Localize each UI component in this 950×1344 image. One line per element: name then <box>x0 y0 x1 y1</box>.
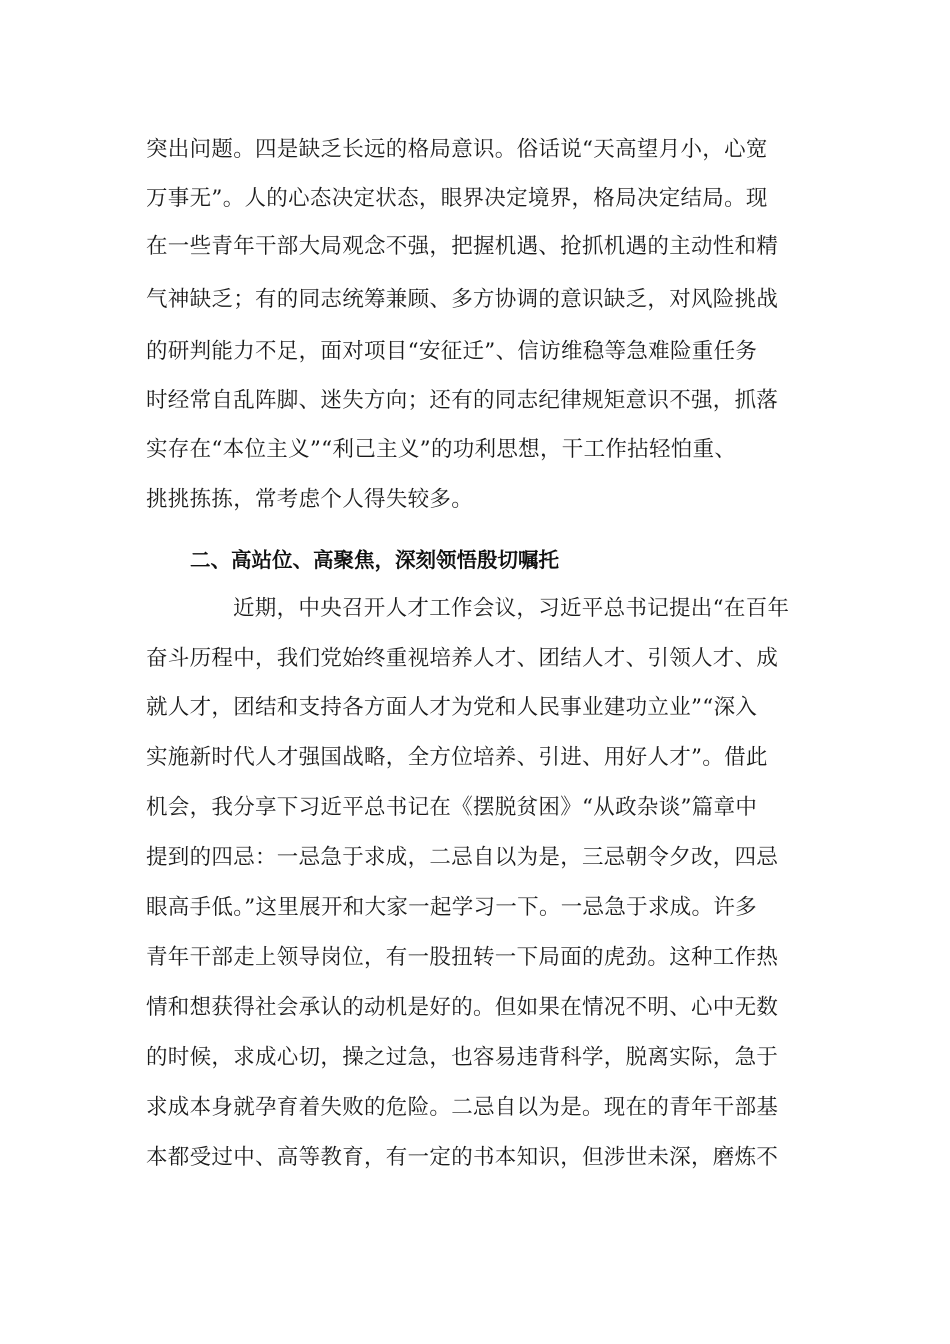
body-text-line: 在一些青年干部大局观念不强，把握机遇、抢抓机遇的主动性和精 <box>146 234 779 259</box>
body-text-line: 眼高手低。”这里展开和大家一起学习一下。一忌急于求成。许多 <box>146 895 757 920</box>
body-text-line: 万事无”。人的心态决定状态，眼界决定境界，格局决定结局。现 <box>146 186 768 211</box>
body-text-line: 挑挑拣拣，常考虑个人得失较多。 <box>146 487 474 512</box>
body-text-line: 时经常自乱阵脚、迷失方向；还有的同志纪律规矩意识不强，抓落 <box>146 388 779 413</box>
body-text-line: 青年干部走上领导岗位，有一股扭转一下局面的虎劲。这种工作热 <box>146 945 779 970</box>
body-text-line: 实存在“本位主义”“利己主义”的功利思想，干工作拈轻怕重、 <box>146 437 737 462</box>
body-text-line: 奋斗历程中，我们党始终重视培养人才、团结人才、引领人才、成 <box>146 646 779 671</box>
body-text-line: 就人才，团结和支持各方面人才为党和人民事业建功立业”“深入 <box>146 695 758 720</box>
body-text-line: 近期，中央召开人才工作会议，习近平总书记提出“在百年 <box>233 596 790 621</box>
body-text-line: 的时候，求成心切，操之过急，也容易违背科学，脱离实际，急于 <box>146 1045 779 1070</box>
body-text-line: 情和想获得社会承认的动机是好的。但如果在情况不明、心中无数 <box>146 995 779 1020</box>
body-text-line: 气神缺乏；有的同志统筹兼顾、多方协调的意识缺乏，对风险挑战 <box>146 287 779 312</box>
body-text-line: 提到的四忌：一忌急于求成，二忌自以为是，三忌朝令夕改，四忌 <box>146 845 779 870</box>
body-text-line: 实施新时代人才强国战略，全方位培养、引进、用好人才”。借此 <box>146 745 768 770</box>
body-text-line: 的研判能力不足，面对项目“安征迁”、信访维稳等急难险重任务 <box>146 339 758 364</box>
body-text-line: 机会，我分享下习近平总书记在《摆脱贫困》“从政杂谈”篇章中 <box>146 795 758 820</box>
section-heading: 二、高站位、高聚焦，深刻领悟殷切嘱托 <box>190 548 559 572</box>
body-text-line: 突出问题。四是缺乏长远的格局意识。俗话说“天高望月小，心宽 <box>146 137 768 162</box>
body-text-line: 求成本身就孕育着失败的危险。二忌自以为是。现在的青年干部基 <box>146 1095 779 1120</box>
body-text-line: 本都受过中、高等教育，有一定的书本知识，但涉世未深，磨炼不 <box>146 1145 779 1170</box>
